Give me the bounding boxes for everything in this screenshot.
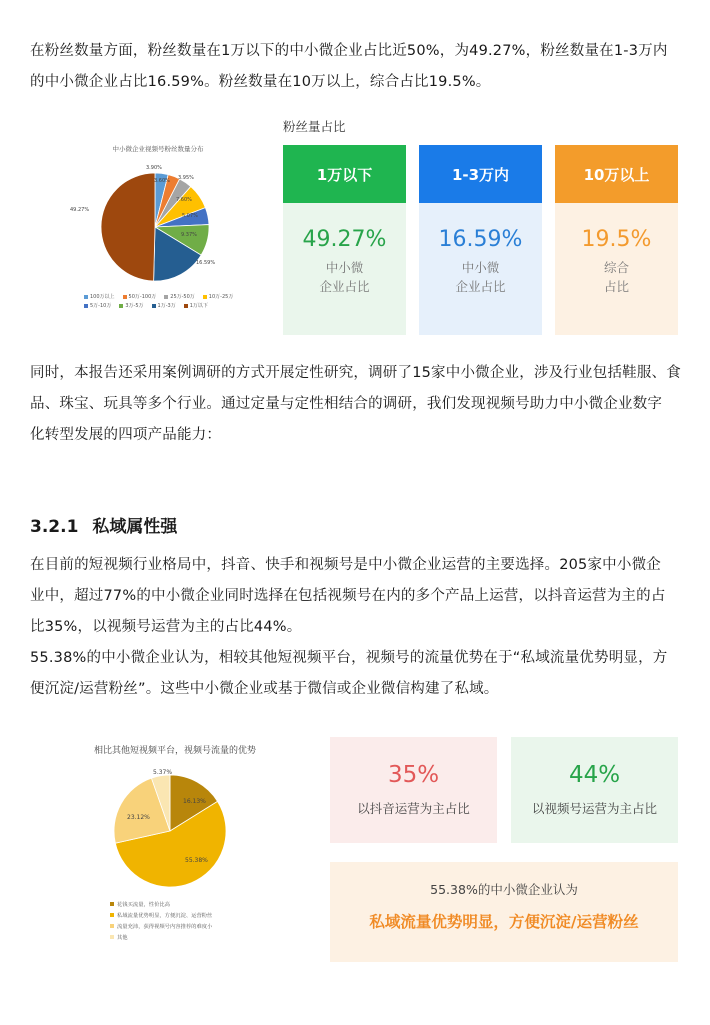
legend-item: 其他 xyxy=(110,931,212,942)
paragraph-line: 品、珠宝、玩具等多个行业。通过定量与定性相结合的调研，我们发现视频号助力中小微企业数字 xyxy=(30,396,663,412)
slice-label: 16.13% xyxy=(183,798,206,805)
paragraph-line: 的中小微企业占比16.59%。粉丝数量在10万以上，综合占比19.5%。 xyxy=(30,74,491,90)
card-description: 企业占比 xyxy=(319,279,370,294)
chart-legend xyxy=(84,293,233,300)
legend-item: 100万以上 xyxy=(84,293,115,300)
slice-label: 3.60% xyxy=(154,178,170,184)
chart-title: 相比其他短视频平台，视频号流量的优势 xyxy=(93,746,256,756)
paragraph-line: 比35%，以视频号运营为主的占比44%。 xyxy=(30,619,302,635)
paragraph-line: 业中，超过77%的中小微企业同时选择在包括视频号在内的多个产品上运营，以抖音运营为主的占 xyxy=(30,588,666,604)
research-paragraph xyxy=(30,358,682,451)
pie-slice xyxy=(101,173,155,281)
slice-label: 55.38% xyxy=(185,857,208,864)
card-description: 综合 xyxy=(603,260,629,275)
private-domain-banner xyxy=(330,862,678,962)
legend-item: 私域流量优势明显，方便沉淀、运营粉丝 xyxy=(110,909,212,920)
stat-percentage: 35% xyxy=(387,762,440,788)
fan-card-under-10k xyxy=(283,145,406,335)
legend-item: 10万-25万 xyxy=(203,293,234,300)
slice-label: 49.27% xyxy=(70,207,90,213)
channels-share-box xyxy=(511,737,678,843)
card-description: 中小微 xyxy=(461,260,500,275)
slice-label: 3.90% xyxy=(146,165,162,171)
traffic-advantage-chart xyxy=(75,738,295,958)
stat-description: 以抖音运营为主占比 xyxy=(357,801,470,816)
paragraph-line: 在粉丝数量方面，粉丝数量在1万以下的中小微企业占比近50%，为49.27%，粉丝数量在1-3万内 xyxy=(30,43,668,59)
legend-item: 1万-3万 xyxy=(152,302,176,309)
legend-item: 50万-100万 xyxy=(123,293,157,300)
slice-label: 3.95% xyxy=(178,175,194,181)
legend-item: 3万-5万 xyxy=(119,302,143,309)
chart-title: 中小微企业视频号粉丝数量分布 xyxy=(112,145,204,153)
banner-highlight: 私域流量优势明显，方便沉淀/运营粉丝 xyxy=(369,913,639,931)
card-description: 企业占比 xyxy=(455,279,506,294)
legend-item: 流量充沛，获得视频号内容推荐的难度小 xyxy=(110,920,212,931)
section-number: 3.2.1 xyxy=(30,517,79,537)
slice-label: 23.12% xyxy=(127,814,150,821)
banner-subtitle: 55.38%的中小微企业认为 xyxy=(430,882,578,897)
card-percentage: 16.59% xyxy=(438,227,523,252)
fans-distribution-chart xyxy=(70,140,238,310)
card-header: 1万以下 xyxy=(283,145,406,203)
card-percentage: 49.27% xyxy=(302,227,387,252)
section-title xyxy=(30,512,177,537)
slice-label: 9.37% xyxy=(181,232,197,238)
paragraph-line: 便沉淀/运营粉丝”。这些中小微企业或基于微信或企业微信构建了私域。 xyxy=(30,681,499,697)
card-header: 10万以上 xyxy=(555,145,678,203)
paragraph-line: 在目前的短视频行业格局中，抖音、快手和视频号是中小微企业运营的主要选择。205家中小微企 xyxy=(30,557,661,573)
stat-percentage: 44% xyxy=(568,762,621,788)
slice-label: 5.37% xyxy=(153,769,173,776)
card-description: 中小微 xyxy=(325,260,364,275)
card-header: 1-3万内 xyxy=(419,145,542,203)
chart-legend xyxy=(84,302,208,309)
slice-label: 7.60% xyxy=(176,197,192,203)
paragraph-line: 化转型发展的四项产品能力： xyxy=(30,427,222,443)
legend-item: 25万-50万 xyxy=(164,293,195,300)
legend-item: 花钱买流量，性价比高 xyxy=(110,898,212,909)
fans-section-heading: 粉丝量占比 xyxy=(283,119,346,134)
stat-description: 以视频号运营为主占比 xyxy=(531,801,657,816)
intro-paragraph xyxy=(30,36,682,98)
paragraph-line: 同时，本报告还采用案例调研的方式开展定性研究，调研了15家中小微企业，涉及行业包括鞋服、食 xyxy=(30,365,681,381)
card-percentage: 19.5% xyxy=(581,227,652,252)
fan-card-over-100k xyxy=(555,145,678,335)
chart-legend xyxy=(110,898,212,942)
card-description: 占比 xyxy=(603,279,629,294)
section-heading: 私域属性强 xyxy=(92,517,178,537)
paragraph-line: 55.38%的中小微企业认为，相较其他短视频平台，视频号的流量优势在于“私域流量优势明显，方 xyxy=(30,650,668,666)
private-domain-paragraph xyxy=(30,550,682,705)
douyin-share-box xyxy=(330,737,497,843)
legend-item: 1万以下 xyxy=(184,302,208,309)
slice-label: 5.07% xyxy=(182,213,198,219)
fan-card-10k-30k xyxy=(419,145,542,335)
legend-item: 5万-10万 xyxy=(84,302,111,309)
slice-label: 16.59% xyxy=(196,260,216,266)
